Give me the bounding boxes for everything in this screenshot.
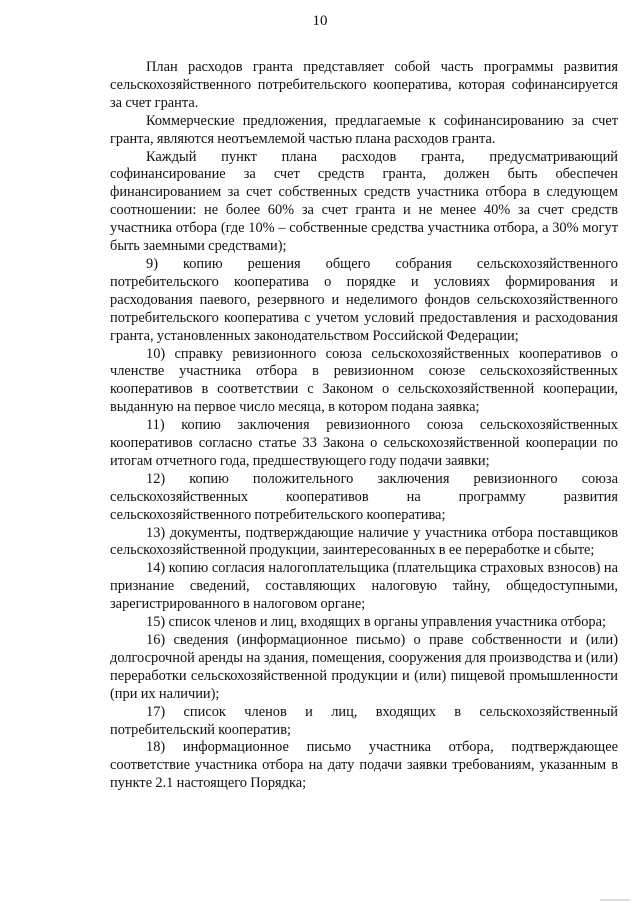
list-item-10: 10) справку ревизионного союза сельскохозяйственных кооперативов о членстве участника отбора в ревизионном союзе сельскохозяйственных кооперативов в соответствии с Законом о сельскохозяйственной кооперации, выданную на первое число месяца, в котором подана заявка; [110,345,618,416]
page-number: 10 [312,13,328,29]
list-item-18: 18) информационное письмо участника отбора, подтверждающее соответствие участника отбора на дату подачи заявки требованиям, указанным в пункте 2.1 настоящего Порядка; [110,739,618,792]
paragraph-commercial-offers: Коммерческие предложения, предлагаемые к софинансированию за счет гранта, являются неотъемлемой частью плана расходов гранта. [110,112,618,147]
list-item-17: 17) список членов и лиц, входящих в сельскохозяйственный потребительский кооператив; [110,703,618,738]
list-item-14: 14) копию согласия налогоплательщика (плательщика страховых взносов) на признание сведений, составляющих налоговую тайну, общедоступными, зарегистрированного в налоговом органе; [110,560,618,613]
list-item-9: 9) копию решения общего собрания сельскохозяйственного потребительского кооператива о порядке и условиях формирования и расходования паевого, резервного и неделимого фондов сельскохозяйственного потребительского кооператива с учетом условий предоставления и расходования гранта, установленных законодательством Российской Федерации; [110,255,618,344]
paragraph-grant-plan: План расходов гранта представляет собой часть программы развития сельскохозяйственного потребительского кооператива, которая софинансируется за счет гранта. [110,59,618,111]
list-item-15: 15) список членов и лиц, входящих в органы управления участника отбора; [146,614,607,631]
scan-artifact [600,899,630,901]
list-item-11: 11) копию заключения ревизионного союза сельскохозяйственных кооперативов согласно статье 33 Закона о сельскохозяйственной кооперации по итогам отчетного года, предшествующего году подачи заявки; [110,417,618,469]
document-body [110,59,618,793]
paragraph-cofinancing-ratio: Каждый пункт плана расходов гранта, предусматривающий софинансирование за счет средств гранта, должен быть обеспечен финансированием за счет собственных средств участника отбора в следующем соотношении: не более 60% за счет гранта и не менее 40% за счет средств участника отбора (где 10% – собственные средства участника отбора, а 30% могут быть заемными средствами); [110,148,618,255]
list-item-13: 13) документы, подтверждающие наличие у участника отбора поставщиков сельскохозяйственной продукции, заинтересованных в ее переработке и сбыте; [110,524,618,559]
list-item-12: 12) копию положительного заключения ревизионного союза сельскохозяйственных кооперативов на программу развития сельскохозяйственного потребительского кооператива; [110,470,618,523]
list-item-16: 16) сведения (информационное письмо) о праве собственности и (или) долгосрочной аренды на здания, помещения, сооружения для производства и (или) переработки сельскохозяйственной продукции и (или) пищевой промышленности (при их наличии); [110,632,618,702]
